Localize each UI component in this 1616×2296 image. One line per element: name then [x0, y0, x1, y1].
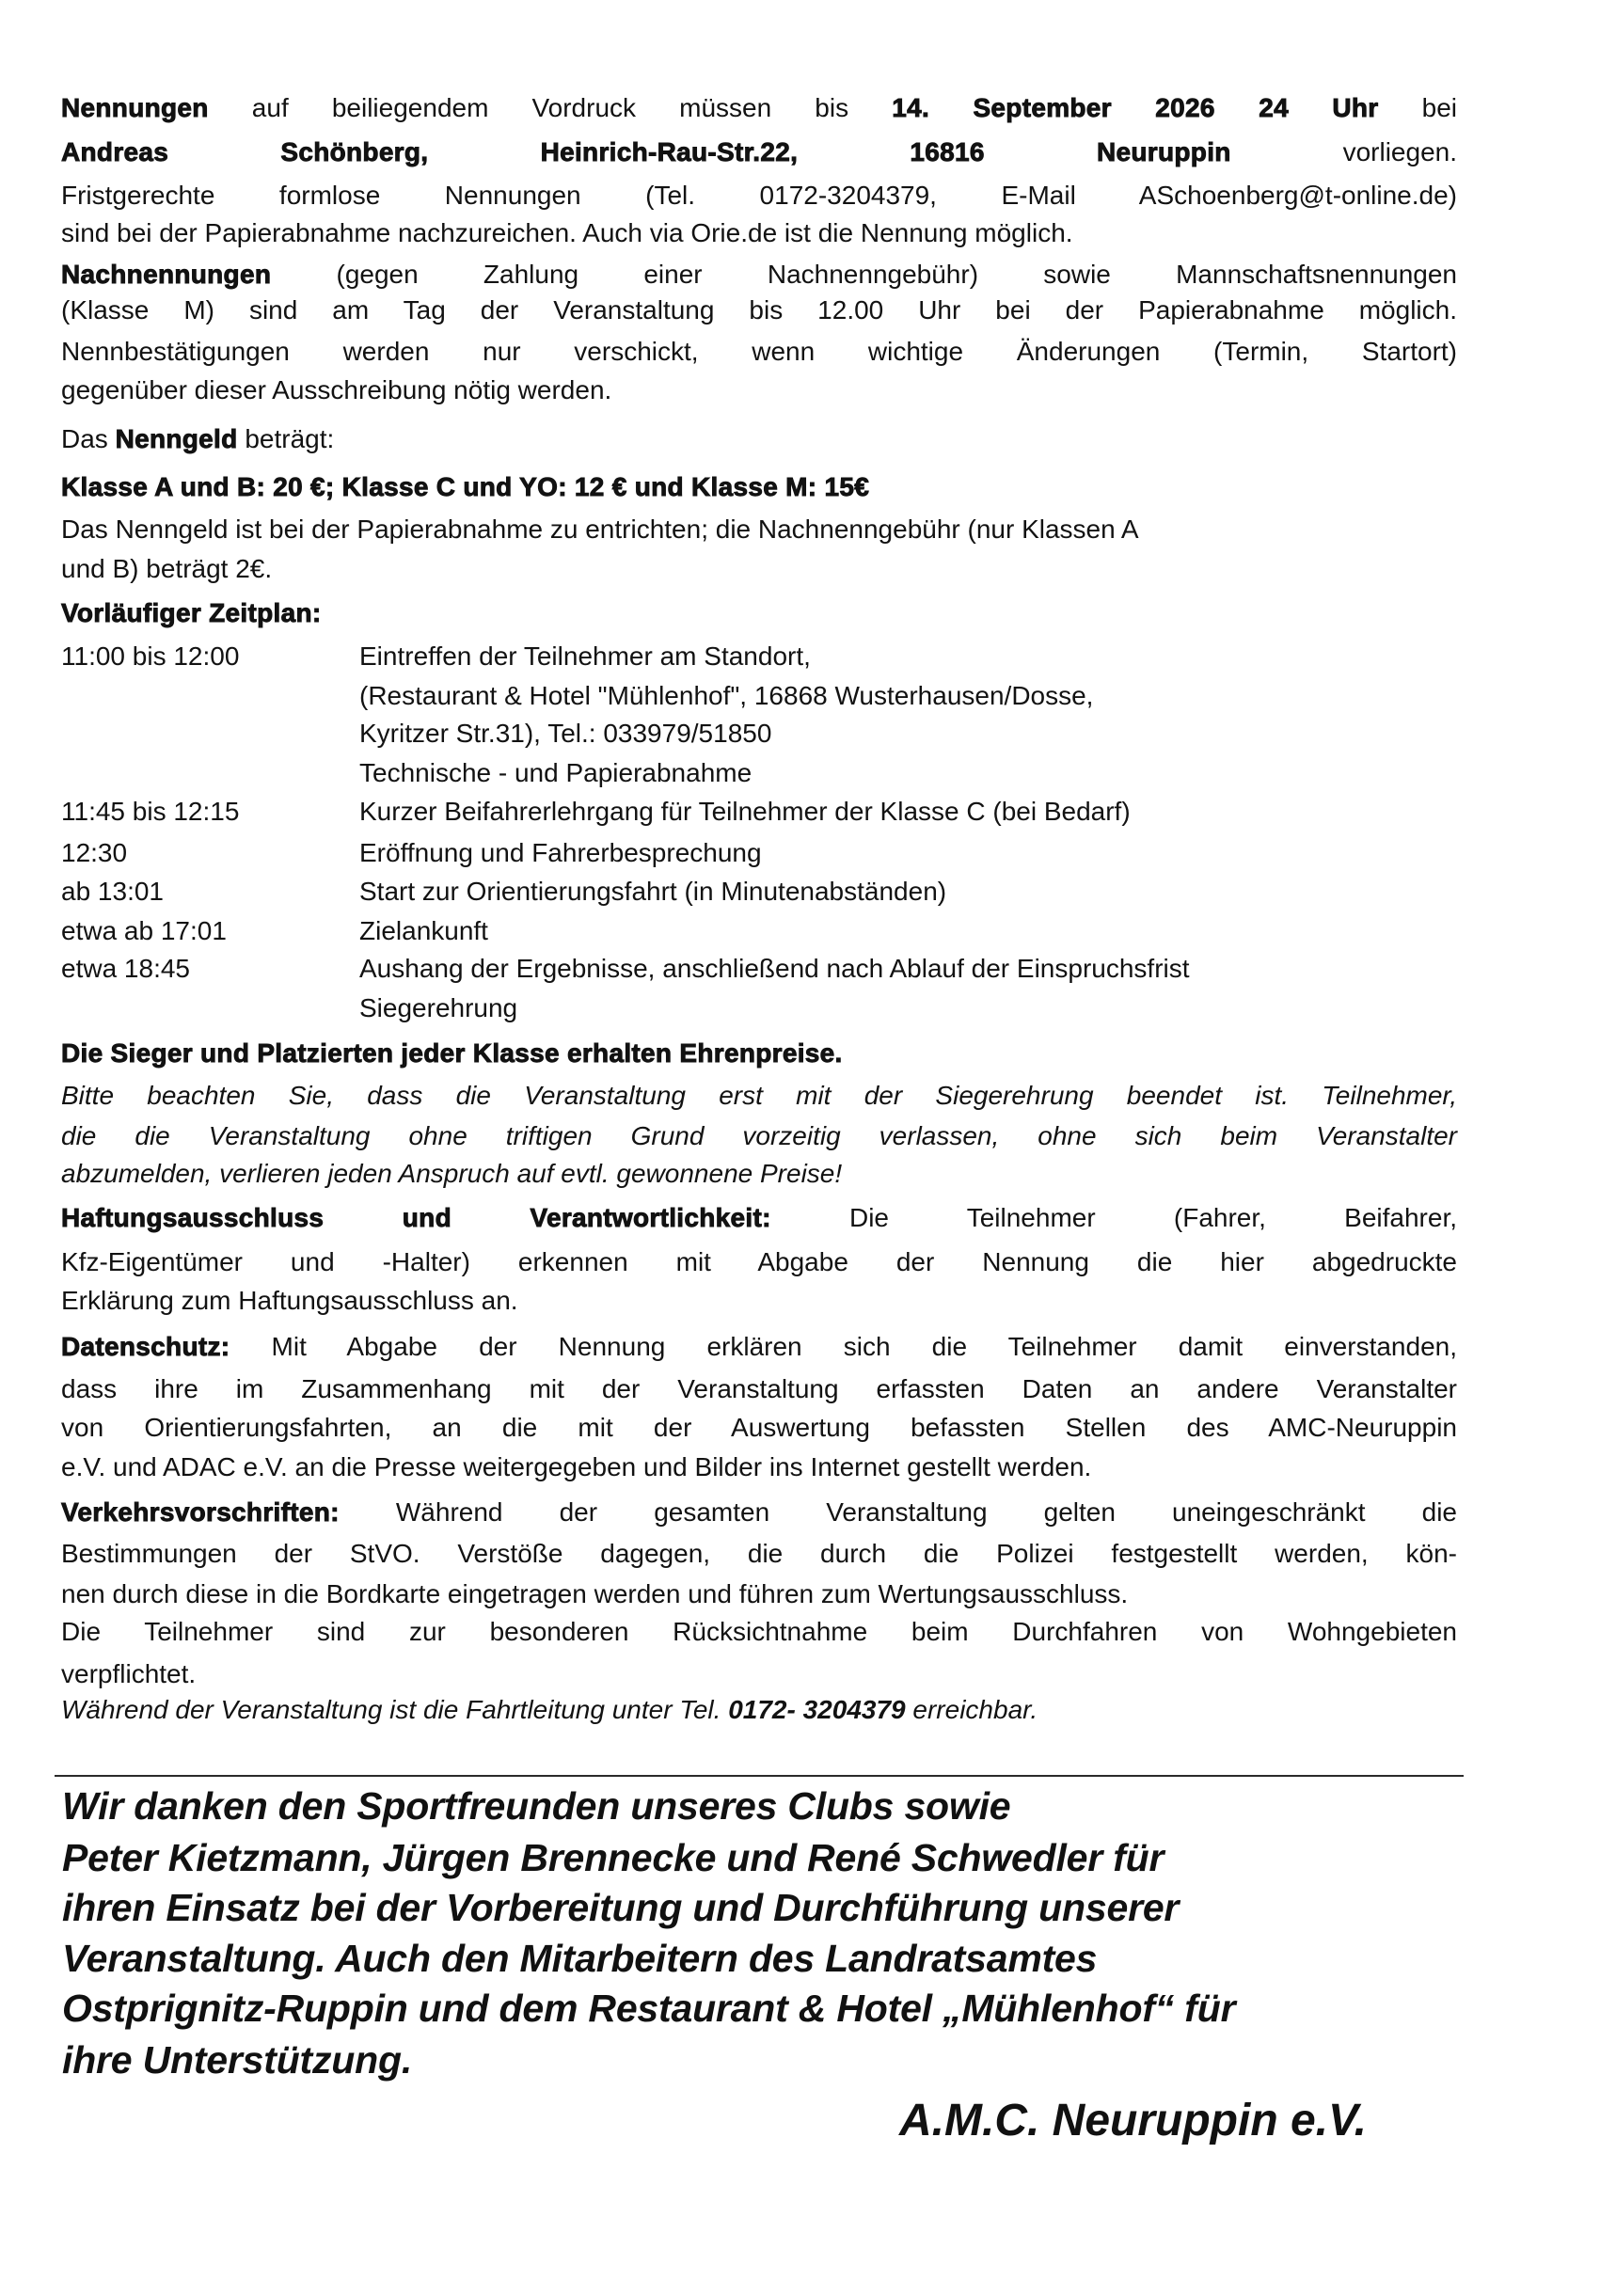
registration-address: Andreas Schönberg, Heinrich-Rau-Str.22, 16816 Neuruppin: [61, 137, 1231, 166]
prizes-notice-line-2: die die Veranstaltung ohne triftigen Grund vorzeitig verlassen, ohne sich beim Veranstalter: [61, 1121, 1457, 1150]
prizes-notice-line-3: abzumelden, verlieren jeden Anspruch auf evtl. gewonnene Preise!: [61, 1159, 843, 1188]
registration-line-1: Nennungen auf beiliegendem Vordruck müssen bis 14. September 2026 24 Uhr bei: [61, 93, 1457, 122]
schedule-row: [61, 995, 1457, 1021]
schedule-row: [61, 879, 1457, 905]
schedule-desc: Eröffnung und Fahrerbesprechung: [359, 838, 762, 867]
fees-note-line-2: und B) beträgt 2€.: [61, 554, 273, 583]
schedule-row: [61, 720, 1457, 747]
traffic-line-3: nen durch diese in die Bordkarte eingetragen werden und führen zum Wertungsausschluss.: [61, 1579, 1129, 1608]
label-nennungen: Nennungen: [61, 93, 209, 122]
schedule-time: 12:30: [61, 838, 128, 867]
registration-line-6: (Klasse M) sind am Tag der Veranstaltung bis 12.00 Uhr bei der Papierabnahme möglich.: [61, 295, 1457, 325]
registration-line-4: sind bei der Papierabnahme nachzureichen. Auch via Orie.de ist die Nennung möglich.: [61, 218, 1073, 247]
schedule-desc: Start zur Orientierungsfahrt (in Minutenabständen): [359, 877, 947, 906]
schedule-row: [61, 760, 1457, 786]
traffic-title: Verkehrsvorschriften:: [61, 1497, 340, 1527]
thanks-line: Peter Kietzmann, Jürgen Brennecke und René Schwedler für: [62, 1836, 1164, 1879]
traffic-line-2: Bestimmungen der StVO. Verstöße dagegen, die durch die Polizei festgestellt werden, kön-: [61, 1539, 1457, 1568]
schedule-desc: (Restaurant & Hotel "Mühlenhof", 16868 Wusterhausen/Dosse,: [359, 681, 1094, 710]
label-nachnennungen: Nachnennungen: [61, 260, 272, 289]
schedule-row: [61, 683, 1457, 709]
schedule-row: [61, 643, 1457, 670]
registration-line-8: gegenüber dieser Ausschreibung nötig werden.: [61, 375, 612, 404]
schedule-time: 11:45 bis 12:15: [61, 797, 240, 826]
contact-line: Während der Veranstaltung ist die Fahrtleitung unter Tel. 0172- 3204379 erreichbar.: [61, 1695, 1038, 1724]
traffic-line-4: Die Teilnehmer sind zur besonderen Rücksichtnahme beim Durchfahren von Wohngebieten: [61, 1617, 1457, 1646]
privacy-line-2: dass ihre im Zusammenhang mit der Veranstaltung erfassten Daten an andere Veranstalter: [61, 1374, 1457, 1403]
thanks-line: Veranstaltung. Auch den Mitarbeitern des Landratsamtes: [62, 1937, 1098, 1980]
prizes-headline: Die Sieger und Platzierten jeder Klasse erhalten Ehrenpreise.: [61, 1038, 843, 1068]
traffic-line-1: Verkehrsvorschriften: Während der gesamten Veranstaltung gelten uneingeschränkt die: [61, 1497, 1457, 1527]
thanks-line: ihren Einsatz bei der Vorbereitung und Durchführung unserer: [62, 1886, 1180, 1929]
privacy-title: Datenschutz:: [61, 1332, 230, 1361]
deadline: 14. September 2026 24 Uhr: [892, 93, 1379, 122]
schedule-time: 11:00 bis 12:00: [61, 641, 240, 671]
divider: [55, 1775, 1464, 1777]
schedule-time: etwa 18:45: [61, 954, 190, 983]
schedule-time: ab 13:01: [61, 877, 164, 906]
schedule-desc: Technische - und Papierabnahme: [359, 758, 753, 787]
signature: A.M.C. Neuruppin e.V.: [899, 2096, 1367, 2146]
thanks-line: Ostprignitz-Ruppin und dem Restaurant & Hotel „Mühlenhof“ für: [62, 1987, 1236, 2030]
schedule-row: [61, 918, 1457, 944]
fees-intro: Das Nenngeld beträgt:: [61, 424, 335, 453]
registration-line-2: Andreas Schönberg, Heinrich-Rau-Str.22, 16816 Neuruppin vorliegen.: [61, 137, 1457, 166]
schedule-desc: Kyritzer Str.31), Tel.: 033979/51850: [359, 719, 772, 748]
schedule-time: etwa ab 17:01: [61, 916, 227, 945]
fees-classes: Klasse A und B: 20 €; Klasse C und YO: 12 € und Klasse M: 15€: [61, 472, 870, 501]
fees-note-line-1: Das Nenngeld ist bei der Papierabnahme zu entrichten; die Nachnenngebühr (nur Klassen A: [61, 515, 1139, 544]
registration-line-5: Nachnennungen (gegen Zahlung einer Nachnenngebühr) sowie Mannschaftsnennungen: [61, 260, 1457, 289]
schedule-desc: Kurzer Beifahrerlehrgang für Teilnehmer der Klasse C (bei Bedarf): [359, 797, 1131, 826]
prizes-notice-line-1: Bitte beachten Sie, dass die Veranstaltung erst mit der Siegerehrung beendet ist. Teilnehmer,: [61, 1081, 1457, 1110]
privacy-line-3: von Orientierungsfahrten, an die mit der Auswertung befassten Stellen des AMC-Neuruppin: [61, 1413, 1457, 1442]
label-nenngeld: Nenngeld: [115, 424, 238, 453]
schedule-desc: Siegerehrung: [359, 993, 518, 1022]
registration-line-7: Nennbestätigungen werden nur verschickt, wenn wichtige Änderungen (Termin, Startort): [61, 337, 1457, 366]
privacy-line-1: Datenschutz: Mit Abgabe der Nennung erklären sich die Teilnehmer damit einverstanden,: [61, 1332, 1457, 1361]
contact-phone: 0172- 3204379: [728, 1695, 906, 1724]
liability-line-3: Erklärung zum Haftungsausschluss an.: [61, 1286, 518, 1315]
liability-title: Haftungsausschluss und Verantwortlichkeit:: [61, 1203, 771, 1232]
schedule-desc: Aushang der Ergebnisse, anschließend nach Ablauf der Einspruchsfrist: [359, 954, 1190, 983]
schedule-row: [61, 799, 1457, 825]
schedule-desc: Zielankunft: [359, 916, 488, 945]
registration-line-3: Fristgerechte formlose Nennungen (Tel. 0172-3204379, E-Mail ASchoenberg@t-online.de): [61, 181, 1457, 210]
thanks-line: Wir danken den Sportfreunden unseres Clubs sowie: [62, 1784, 1011, 1828]
thanks-line: ihre Unterstützung.: [62, 2038, 413, 2082]
schedule-row: [61, 956, 1457, 982]
schedule-desc: Eintreffen der Teilnehmer am Standort,: [359, 641, 811, 671]
schedule-row: [61, 840, 1457, 866]
liability-line-1: Haftungsausschluss und Verantwortlichkeit: Die Teilnehmer (Fahrer, Beifahrer,: [61, 1203, 1457, 1232]
schedule-title: Vorläufiger Zeitplan:: [61, 598, 322, 627]
traffic-line-5: verpflichtet.: [61, 1659, 197, 1688]
liability-line-2: Kfz-Eigentümer und -Halter) erkennen mit Abgabe der Nennung die hier abgedruckte: [61, 1247, 1457, 1276]
privacy-line-4: e.V. und ADAC e.V. an die Presse weitergegeben und Bilder ins Internet gestellt werden.: [61, 1452, 1092, 1481]
